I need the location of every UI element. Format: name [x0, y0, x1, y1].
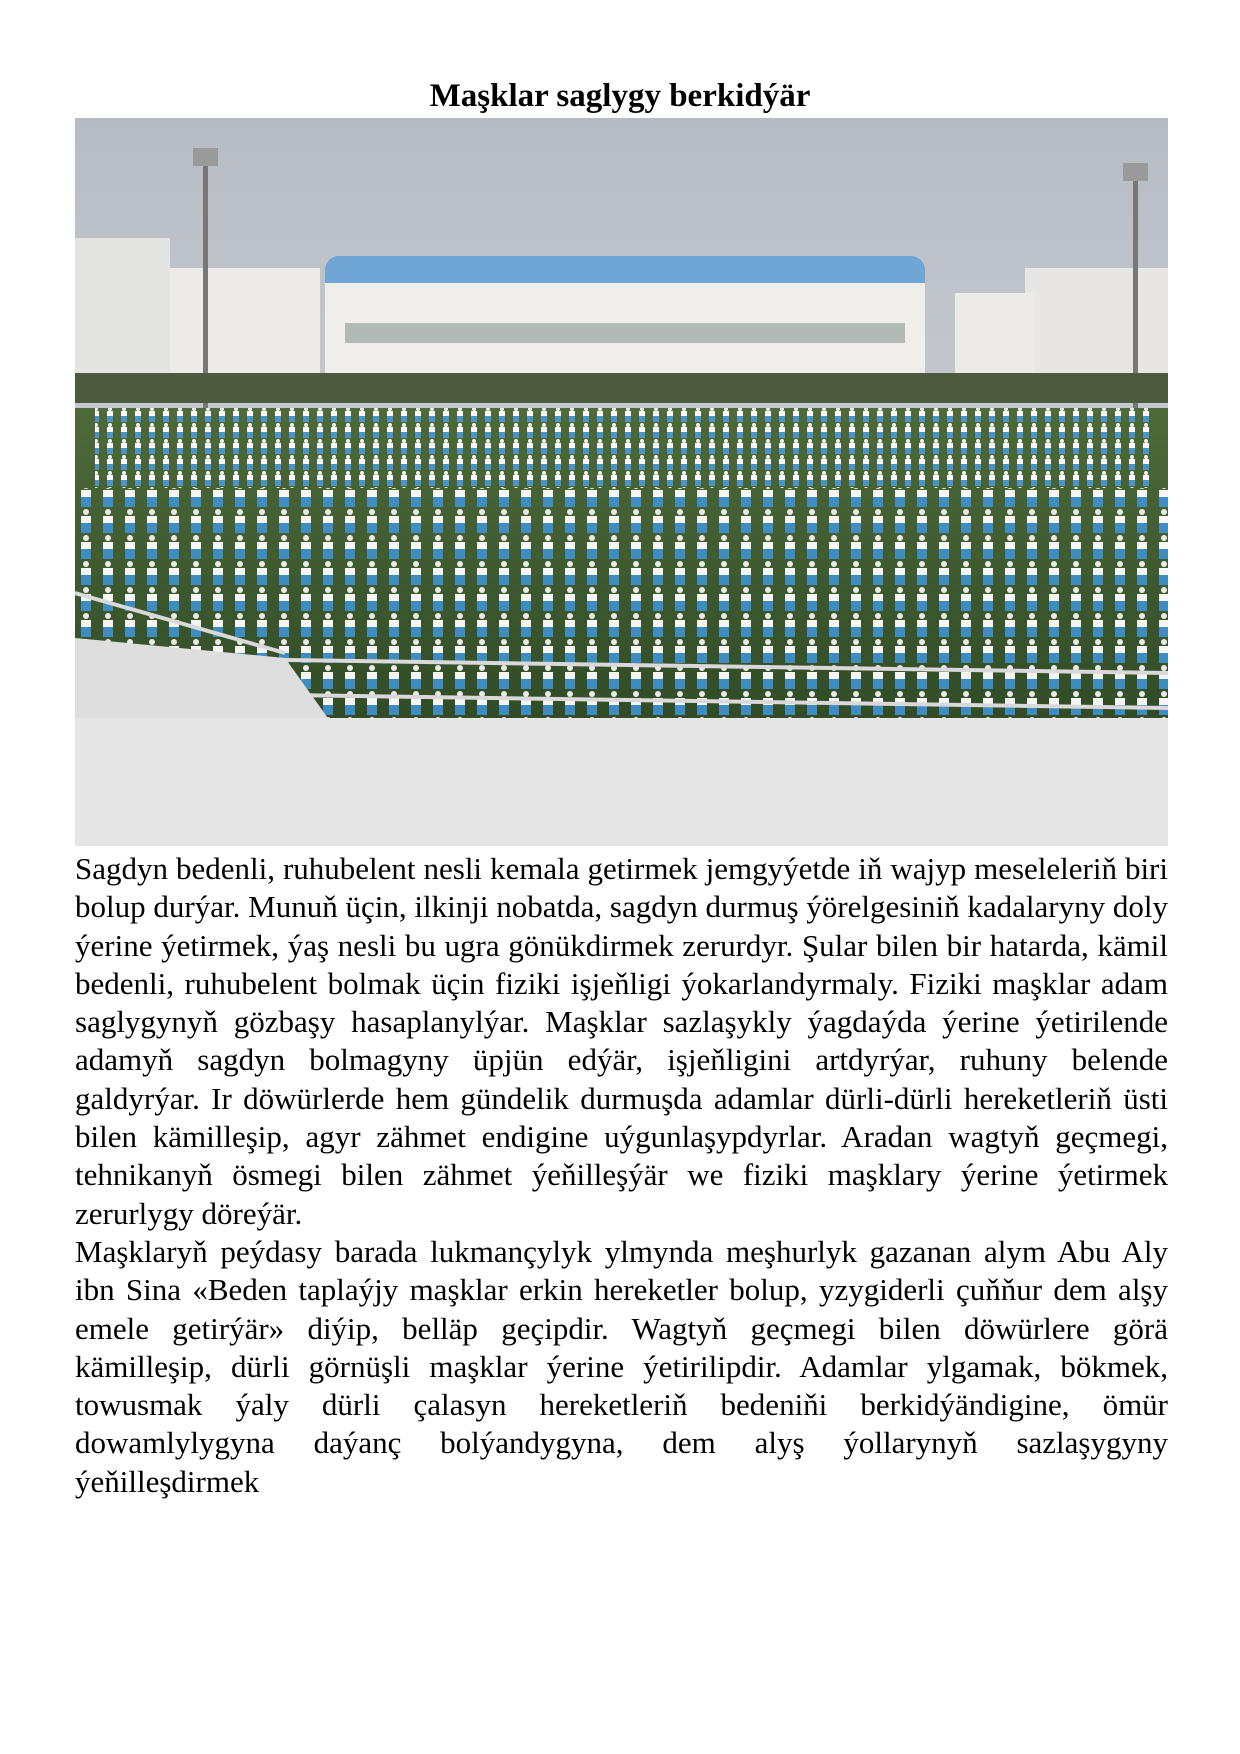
exercise-photo [75, 118, 1168, 846]
paragraph: Maşklaryň peýdasy barada lukmançylyk ylmynda meşhurlyk gazanan alym Abu Aly ibn Sina «Beden taplaýjy maşklar erkin hereketler bolup, yzygiderli çuňňur dem alşy emele getirýär» diýip, belläp geçipdir. Wagtyň geçmegi bilen döwürlere görä kämilleşip, dürli görnüşli maşklar ýerine ýetirilipdir. Adamlar ylgamak, bökmek, towusmak ýaly dürli çalasyn hereketleriň bedeniňi berkidýändigine, ömür dowamlylygyna daýanç bolýandygyna, dem alyş ýollarynyň sazlaşygyny ýeňilleşdirmek [75, 1233, 1168, 1499]
article-title: Maşklar saglygy berkidýär [429, 78, 811, 114]
article-body [75, 850, 1168, 1501]
paragraph: Sagdyn bedenli, ruhubelent nesli kemala getirmek jemgyýetde iň wajyp meseleleriň biri bolup durýar. Munuň üçin, ilkinji nobatda, sagdyn durmuş ýörelgesiniň kadalaryny doly ýerine ýetirmek, ýaş nesli bu ugra gönükdirmek zerurdyr. Şular bilen bir hatarda, kämil bedenli, ruhubelent bolmak üçin fiziki işjeňligi ýokarlandyrmaly. Fiziki maşklar adam saglygynyň gözbaşy hasaplanylýar. Maşklar sazlaşykly ýagdaýda ýerine ýetirilende adamyň sagdyn bolmagyny üpjün edýär, işjeňligini artdyrýar, ruhuny belende galdyrýar. Ir döwürlerde hem gündelik durmuşda adamlar dürli-dürli hereketleriň üsti bilen kämilleşip, agyr zähmet endigine uýgunlaşypdyrlar. Aradan wagtyň geçmegi, tehnikanyň ösmegi bilen zähmet ýeňilleşýär we fiziki maşklary ýerine ýetirmek zerurlygy döreýär. [75, 851, 1168, 1231]
